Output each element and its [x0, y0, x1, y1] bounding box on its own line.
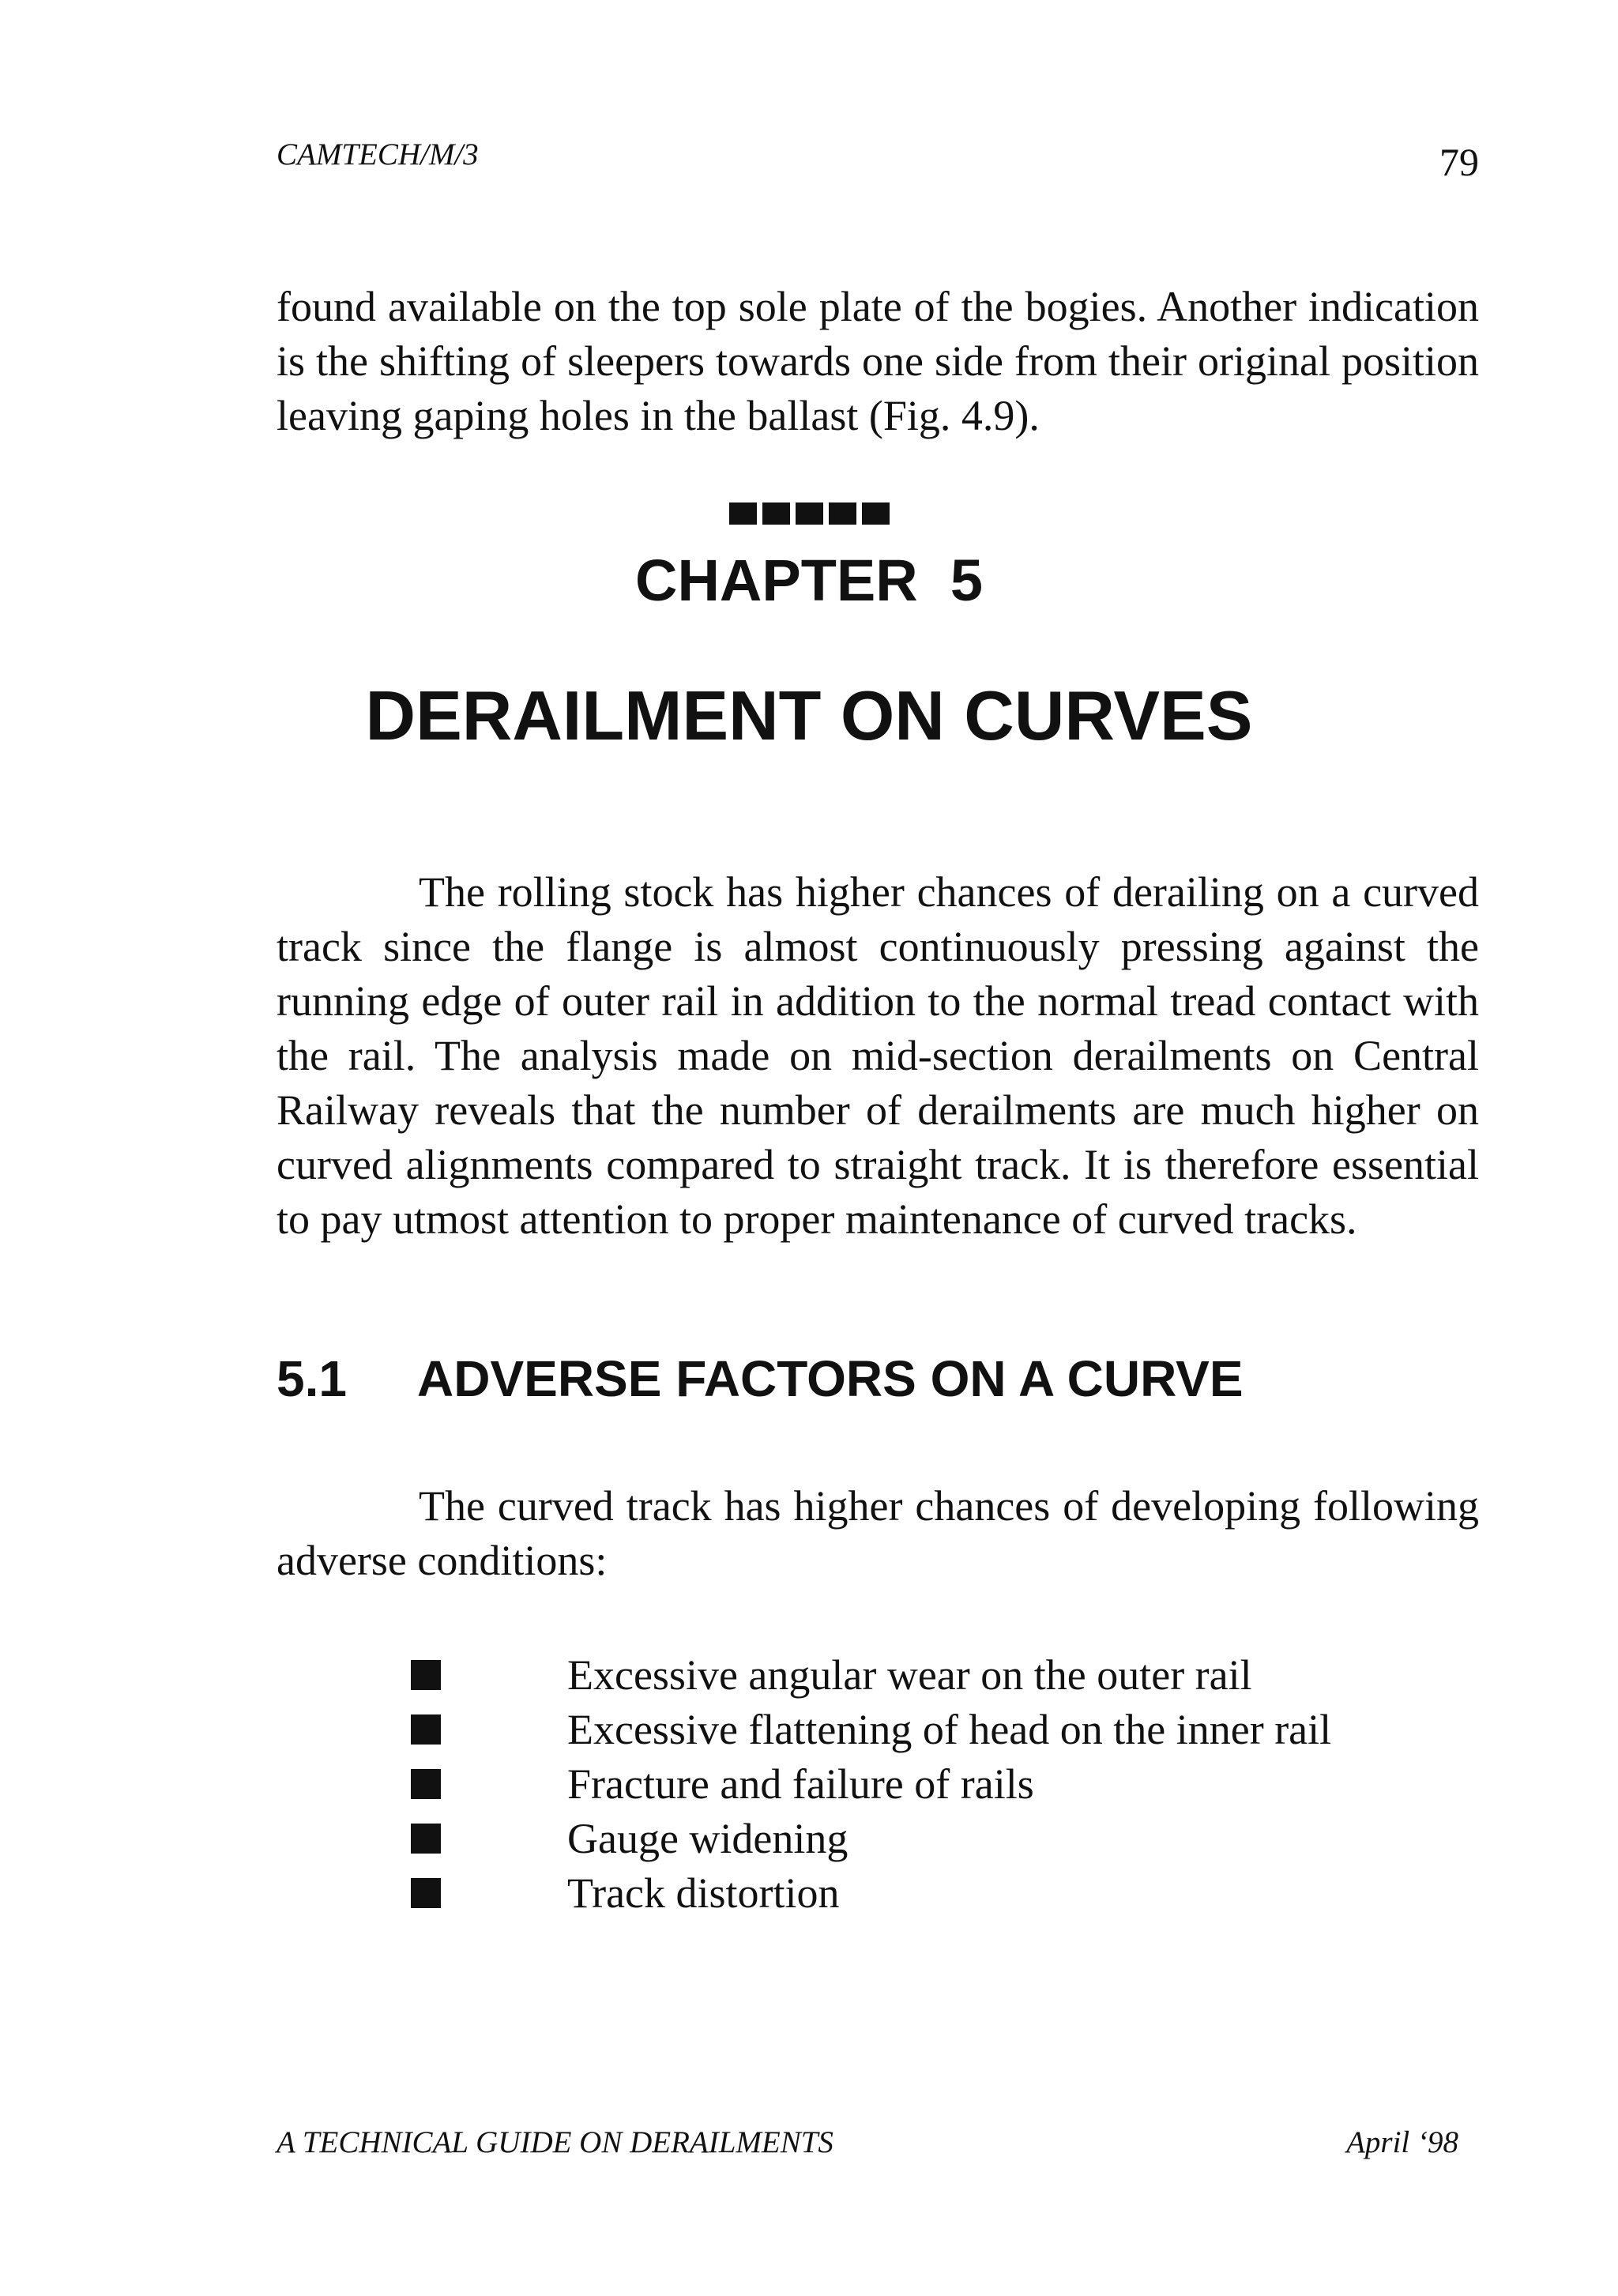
- ornament-square-icon: [762, 502, 790, 525]
- list-item-text: Excessive angular wear on the outer rail: [567, 1651, 1252, 1699]
- ornament-square-icon: [729, 502, 757, 525]
- chapter-label: CHAPTER 5: [635, 548, 983, 613]
- square-bullet-icon: [411, 1878, 441, 1908]
- section-number: 5.1: [277, 1350, 347, 1407]
- list-item: [411, 1648, 1331, 1703]
- chapter-ornament: [0, 502, 1618, 525]
- list-item-text: Gauge widening: [567, 1815, 849, 1862]
- section-heading: [277, 1350, 1244, 1407]
- ornament-square-icon: [829, 502, 856, 525]
- square-bullet-icon: [411, 1714, 441, 1745]
- section-title: ADVERSE FACTORS ON A CURVE: [417, 1350, 1244, 1407]
- list-item-text: Excessive flattening of head on the inner rail: [567, 1706, 1332, 1753]
- running-footer-date: April ‘98: [1346, 2125, 1458, 2159]
- chapter-intro-paragraph: The rolling stock has higher chances of derailing on a curved track since the flange is almost continuously pressing against the running edge of outer rail in addition to the normal tread contact with the rail. The analysis made on mid-section derailments on Central Railway reveals that the number of derailments are much higher on curved alignments compared to straight track. It is therefore essential to pay utmost attention to proper maintenance of curved tracks.: [277, 868, 1479, 1243]
- list-item: [411, 1866, 1331, 1921]
- adverse-conditions-list: [411, 1648, 1331, 1921]
- ornament-square-icon: [862, 502, 890, 525]
- list-item: [411, 1757, 1331, 1812]
- list-item: [411, 1812, 1331, 1866]
- running-footer-title: A TECHNICAL GUIDE ON DERAILMENTS: [277, 2125, 833, 2159]
- adverse-intro-paragraph: The curved track has higher chances of developing following adverse conditions:: [277, 1482, 1479, 1584]
- page-number: 79: [1439, 140, 1479, 184]
- chapter-title: DERAILMENT ON CURVES: [365, 676, 1253, 755]
- square-bullet-icon: [411, 1660, 441, 1690]
- list-item-text: Track distortion: [567, 1869, 840, 1917]
- continued-paragraph: found available on the top sole plate of the bogies. Another indication is the shifting of sleepers towards one side from their original position leaving gaping holes in the ballast (Fig. 4.9).: [277, 283, 1479, 439]
- square-bullet-icon: [411, 1824, 441, 1854]
- list-item-text: Fracture and failure of rails: [567, 1760, 1034, 1808]
- running-header-doc-code: CAMTECH/M/3: [277, 137, 479, 171]
- list-item: [411, 1703, 1331, 1757]
- ornament-square-icon: [796, 502, 823, 525]
- square-bullet-icon: [411, 1769, 441, 1799]
